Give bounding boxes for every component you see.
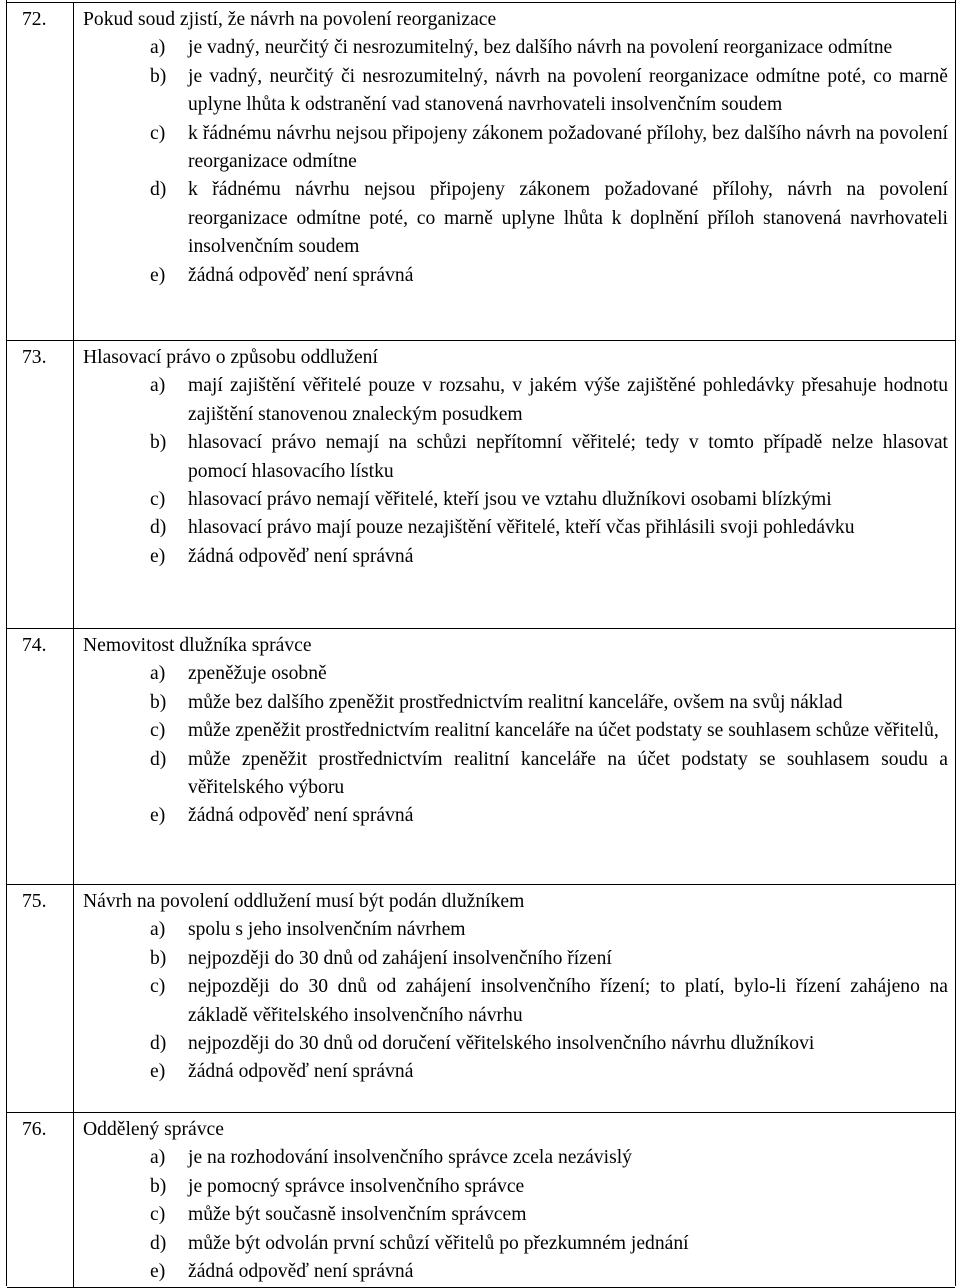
question-number: 76. bbox=[22, 1119, 47, 1140]
column-divider bbox=[73, 885, 74, 1113]
option-text: mají zajištění věřitelé pouze v rozsahu, v jakém výše zajištěné pohledávky přesahuje hodnotu zajištění stanovenou znaleckým posudkem bbox=[188, 375, 948, 425]
answer-options bbox=[150, 1144, 948, 1286]
option-label: e) bbox=[150, 264, 166, 286]
answer-option bbox=[150, 1173, 948, 1201]
question-table bbox=[6, 0, 956, 1286]
question-block bbox=[7, 1112, 955, 1288]
option-label: c) bbox=[150, 720, 166, 742]
question-stem: Návrh na povolení oddlužení musí být podán dlužníkem bbox=[83, 891, 525, 912]
option-label: c) bbox=[150, 122, 166, 144]
answer-option bbox=[150, 176, 948, 261]
option-label: c) bbox=[150, 489, 166, 511]
column-divider bbox=[73, 341, 74, 629]
option-text: může být odvolán první schůzí věřitelů po přezkumném jednání bbox=[188, 1232, 689, 1254]
option-label: a) bbox=[150, 919, 166, 941]
option-label: b) bbox=[150, 65, 167, 87]
answer-option bbox=[150, 689, 948, 717]
answer-options bbox=[150, 660, 948, 830]
option-label: a) bbox=[150, 375, 166, 397]
option-label: b) bbox=[150, 691, 167, 713]
question-stem: Oddělený správce bbox=[83, 1119, 224, 1140]
question-block bbox=[7, 340, 955, 629]
column-divider bbox=[73, 629, 74, 885]
option-label: d) bbox=[150, 517, 167, 539]
option-label: d) bbox=[150, 1232, 167, 1254]
option-text: žádná odpověď není správná bbox=[188, 264, 414, 286]
answer-option bbox=[150, 34, 948, 62]
question-block bbox=[7, 884, 955, 1113]
answer-option bbox=[150, 973, 948, 1030]
option-label: e) bbox=[150, 1061, 166, 1083]
option-text: nejpozději do 30 dnů od doručení věřitelského insolvenčního návrhu dlužníkovi bbox=[188, 1033, 815, 1055]
option-text: nejpozději do 30 dnů od zahájení insolvenčního řízení; to platí, bylo-li řízení zahájeno na základě věřitelského insolvenčního návrhu bbox=[188, 976, 948, 1026]
option-text: spolu s jeho insolvenčním návrhem bbox=[188, 919, 466, 941]
option-label: b) bbox=[150, 432, 167, 454]
answer-option bbox=[150, 543, 948, 571]
option-label: b) bbox=[150, 1175, 167, 1197]
option-text: je pomocný správce insolvenčního správce bbox=[188, 1175, 525, 1197]
option-text: může bez dalšího zpeněžit prostřednictvím realitní kanceláře, ovšem na svůj náklad bbox=[188, 691, 843, 713]
answer-option bbox=[150, 802, 948, 830]
option-text: žádná odpověď není správná bbox=[188, 1261, 414, 1283]
question-block bbox=[7, 2, 955, 341]
answer-option bbox=[150, 1030, 948, 1058]
option-label: d) bbox=[150, 1033, 167, 1055]
option-text: k řádnému návrhu nejsou připojeny zákonem požadované přílohy, návrh na povolení reorganizace odmítne poté, co marně uplyne lhůta k doplnění příloh stanovená navrhovateli insolvenčním soudem bbox=[188, 179, 948, 258]
answer-option bbox=[150, 514, 948, 542]
answer-options bbox=[150, 372, 948, 571]
answer-option bbox=[150, 1058, 948, 1086]
answer-option bbox=[150, 717, 948, 745]
option-text: může zpeněžit prostřednictvím realitní kanceláře na účet podstaty se souhlasem soudu a věřitelského výboru bbox=[188, 748, 948, 799]
option-text: může být současně insolvenčním správcem bbox=[188, 1204, 527, 1226]
option-text: zpeněžuje osobně bbox=[188, 663, 327, 685]
option-text: hlasovací právo nemají věřitelé, kteří jsou ve vztahu dlužníkovi osobami blízkými bbox=[188, 489, 832, 511]
option-label: d) bbox=[150, 179, 167, 201]
answer-option bbox=[150, 660, 948, 688]
option-text: žádná odpověď není správná bbox=[188, 805, 414, 827]
answer-option bbox=[150, 429, 948, 486]
option-text: žádná odpověď není správná bbox=[188, 545, 414, 567]
question-stem: Hlasovací právo o způsobu oddlužení bbox=[83, 347, 378, 368]
option-text: je na rozhodování insolvenčního správce zcela nezávislý bbox=[188, 1147, 632, 1169]
option-label: b) bbox=[150, 947, 167, 969]
question-number: 74. bbox=[22, 635, 47, 656]
option-label: a) bbox=[150, 663, 166, 685]
column-divider bbox=[73, 1113, 74, 1287]
option-label: a) bbox=[150, 1147, 166, 1169]
option-label: a) bbox=[150, 37, 166, 59]
option-label: e) bbox=[150, 805, 166, 827]
answer-option bbox=[150, 120, 948, 177]
answer-option bbox=[150, 372, 948, 429]
answer-option bbox=[150, 262, 948, 290]
option-label: e) bbox=[150, 545, 166, 567]
answer-option bbox=[150, 1144, 948, 1172]
answer-option bbox=[150, 1258, 948, 1286]
option-text: může zpeněžit prostřednictvím realitní kanceláře na účet podstaty se souhlasem schůze věřitelů, bbox=[188, 720, 939, 742]
answer-option bbox=[150, 63, 948, 120]
option-text: nejpozději do 30 dnů od zahájení insolvenčního řízení bbox=[188, 947, 612, 969]
question-stem: Pokud soud zjistí, že návrh na povolení reorganizace bbox=[83, 9, 497, 30]
option-text: hlasovací právo nemají na schůzi nepřítomní věřitelé; tedy v tomto případě nelze hlasovat pomocí hlasovacího lístku bbox=[188, 432, 948, 482]
answer-option bbox=[150, 1230, 948, 1258]
option-text: hlasovací právo mají pouze nezajištění věřitelé, kteří včas přihlásili svoji pohledávku bbox=[188, 517, 855, 539]
question-number: 73. bbox=[22, 347, 47, 368]
question-number: 75. bbox=[22, 891, 47, 912]
option-text: k řádnému návrhu nejsou připojeny zákonem požadované přílohy, bez dalšího návrh na povolení reorganizace odmítne bbox=[188, 122, 948, 173]
answer-options bbox=[150, 916, 948, 1086]
option-label: d) bbox=[150, 748, 167, 770]
option-text: je vadný, neurčitý či nesrozumitelný, návrh na povolení reorganizace odmítne poté, co marně uplyne lhůta k odstranění vad stanovená navrhovateli insolvenčním soudem bbox=[188, 65, 948, 116]
answer-options bbox=[150, 34, 948, 290]
column-divider bbox=[73, 3, 74, 341]
option-text: je vadný, neurčitý či nesrozumitelný, bez dalšího návrh na povolení reorganizace odmítne bbox=[188, 37, 893, 59]
answer-option bbox=[150, 1201, 948, 1229]
answer-option bbox=[150, 746, 948, 803]
question-number: 72. bbox=[22, 9, 47, 30]
option-label: c) bbox=[150, 976, 166, 998]
question-block bbox=[7, 628, 955, 885]
question-stem: Nemovitost dlužníka správce bbox=[83, 635, 312, 656]
option-label: e) bbox=[150, 1261, 166, 1283]
option-label: c) bbox=[150, 1204, 166, 1226]
answer-option bbox=[150, 916, 948, 944]
option-text: žádná odpověď není správná bbox=[188, 1061, 414, 1083]
answer-option bbox=[150, 945, 948, 973]
answer-option bbox=[150, 486, 948, 514]
